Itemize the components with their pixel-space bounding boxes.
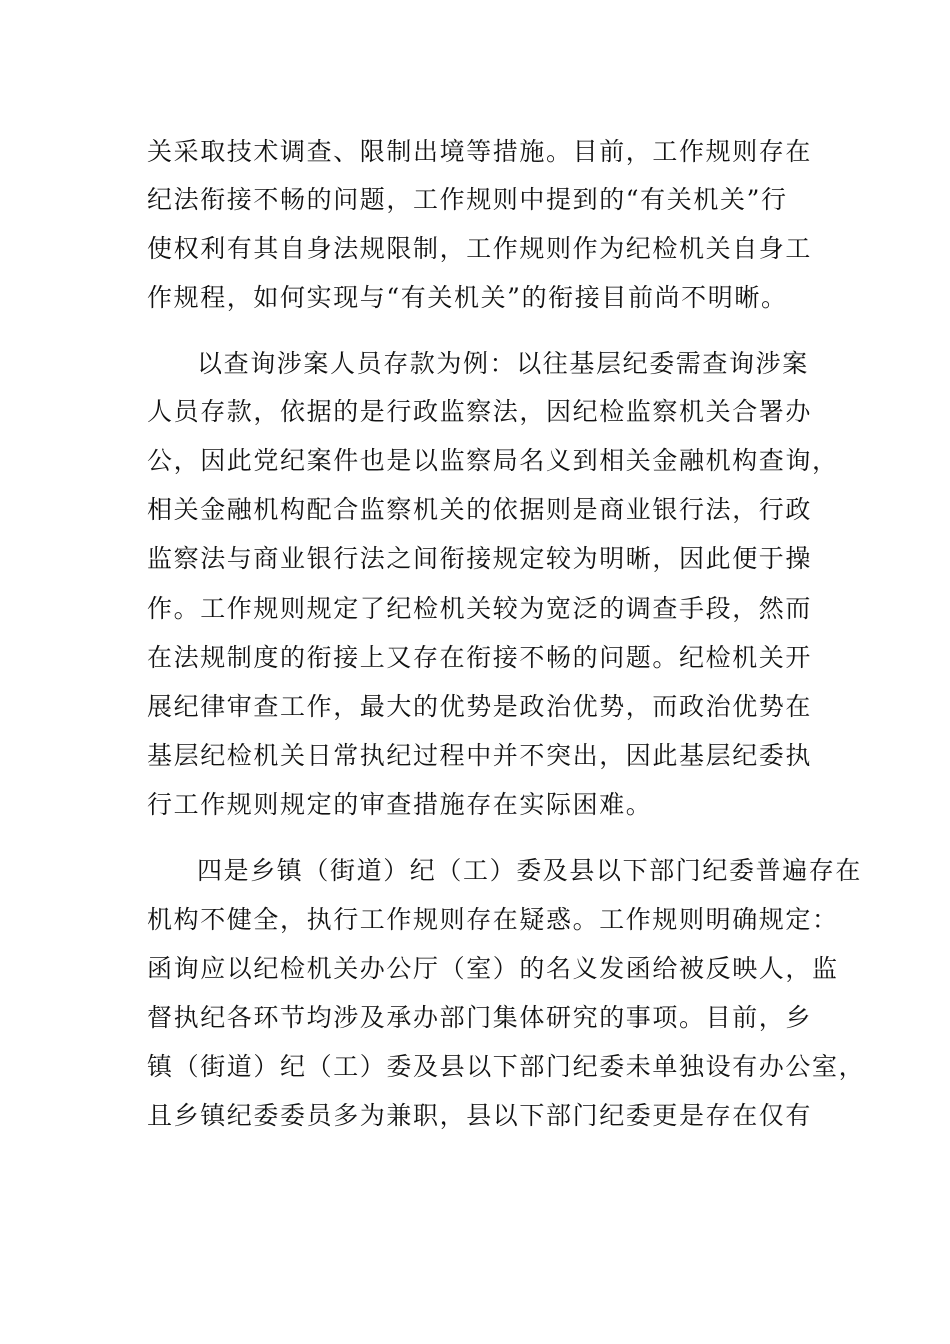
text-line: 镇（街道）纪（工）委及县以下部门纪委未单独设有办公室， bbox=[147, 1052, 866, 1081]
text-line: 督执纪各环节均涉及承办部门集体研究的事项。目前，乡 bbox=[147, 1003, 813, 1032]
text-line: 纪法衔接不畅的问题，工作规则中提到的“有关机关”行 bbox=[147, 185, 788, 214]
text-line: 监察法与商业银行法之间衔接规定较为明晰，因此便于操 bbox=[147, 544, 813, 573]
text-line: 作。工作规则规定了纪检机关较为宽泛的调查手段，然而 bbox=[147, 594, 813, 623]
text-line: 公，因此党纪案件也是以监察局名义到相关金融机构查询， bbox=[147, 446, 839, 475]
text-line: 相关金融机构配合监察机关的依据则是商业银行法，行政 bbox=[147, 495, 813, 524]
text-line: 且乡镇纪委委员多为兼职，县以下部门纪委更是存在仅有 bbox=[147, 1101, 813, 1130]
text-line: 行工作规则规定的审查措施存在实际困难。 bbox=[147, 790, 653, 819]
text-line: 在法规制度的衔接上又存在衔接不畅的问题。纪检机关开 bbox=[147, 643, 813, 672]
text-line: 机构不健全，执行工作规则存在疑惑。工作规则明确规定： bbox=[147, 905, 839, 934]
text-line: 四是乡镇（街道）纪（工）委及县以下部门纪委普遍存在 bbox=[197, 856, 863, 885]
text-line: 人员存款，依据的是行政监察法，因纪检监察机关合署办 bbox=[147, 397, 813, 426]
text-line: 基层纪检机关日常执纪过程中并不突出，因此基层纪委执 bbox=[147, 741, 813, 770]
text-line: 函询应以纪检机关办公厅（室）的名义发函给被反映人，监 bbox=[147, 954, 839, 983]
text-line: 以查询涉案人员存款为例：以往基层纪委需查询涉案 bbox=[197, 349, 809, 378]
text-line: 作规程，如何实现与“有关机关”的衔接目前尚不明晰。 bbox=[147, 283, 788, 312]
text-line: 展纪律审查工作，最大的优势是政治优势，而政治优势在 bbox=[147, 692, 813, 721]
text-line: 使权利有其自身法规限制，工作规则作为纪检机关自身工 bbox=[147, 234, 813, 263]
text-line: 关采取技术调查、限制出境等措施。目前，工作规则存在 bbox=[147, 137, 813, 166]
